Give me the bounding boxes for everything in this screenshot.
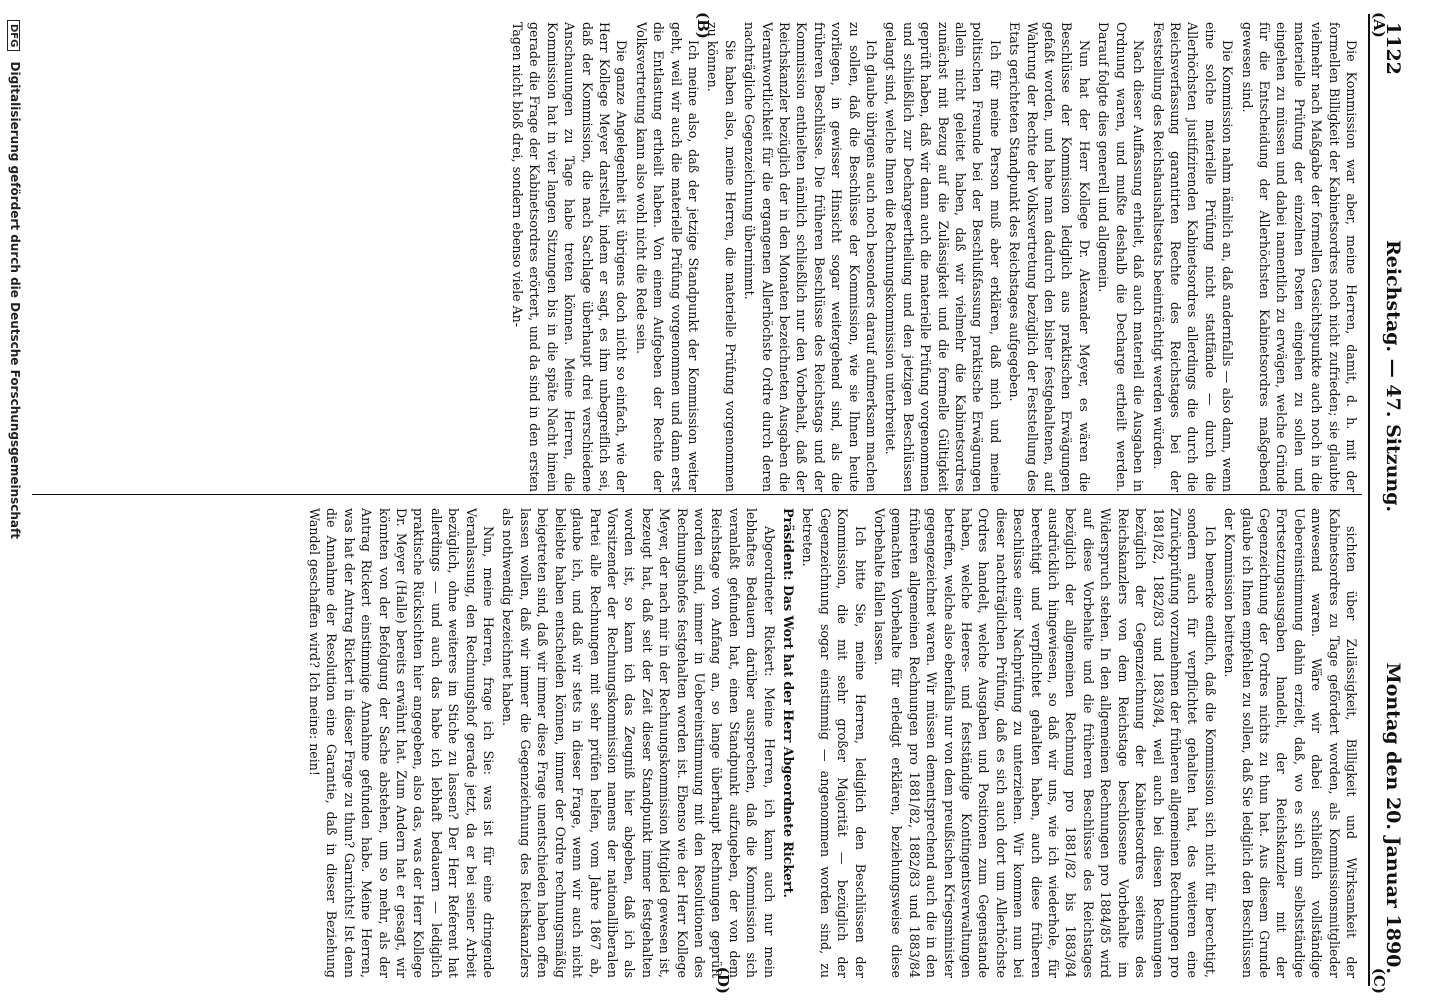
dfg-logo: DFG [7,20,20,51]
digitization-credit [0,20,22,980]
paragraph: Nun hat der Herr Kollege Dr. Alexander Meyer, es wären die Beschlüsse der Kommission lediglich aus praktischen Erwägungen gefaßt worden, und habe man dadurch den bisher festgehaltenen, auf Wahrung der Rechte der Volksvertretung bezüglich der Feststellung des Etats gerichteten Standpunkt des Reichstages aufgegeben. [1007,22,1092,492]
paragraph: Abgeordneter Rickert: Meine Herren, ich kann auch nur mein lebhaftes Bedauern darüber aussprechen, daß die Kommission sich veranlaßt gefunden hat, einen Standpunkt aufzugeben, der von dem Reichstage von Anfang an, so lange überhaupt Rechnungen geprüft worden sind, immer in Uebereinstimmung mit den Resolutionen des Rechnungshofes festgehalten worden ist. Ebenso wie der Herr Kollege Meyer, der nach mir in der Rechnungskommission Mitglied gewesen ist, bezeugt hat, daß seit der Zeit dieser Standpunkt immer festgehalten worden ist, so kann ich das Zeugniß hier abgeben, daß ich als Vorsitzender der Rechnungskommission namens der nationalliberalen Partei alle Rechnungen mit sehr prüfen helfen, vom Jahre 1867 ab, glaube ich, und daß wir stets in dieser Frage, wenn wir auch nicht beliebte haben entscheiden können, immer der Ordre rechnungsmäßig beigetreten sind, daß wir immer diese Frage unentschieden haben offen lassen wollen, daß wir immer die Gegenzeichnung des Reichskanzlers als nothwendig bezeichnet haben. [500,508,777,978]
paragraph: Die ganze Angelegenheit ist übrigens doch nicht so einfach, wie der Herr Kollege Meyer darstellt, indem er sagt, es ihm unbegreiflich sei, daß der Kommission, die nach Sachlage überhaupt drei verschiedene Anschauungen zu Tage habe treten können. Meine Herren, die Kommission hat in vier langen Sitzungen bis in die späte Nacht hinein gerade die Frage der Kabinetsordres erörtert, und da sind in den ersten Tagen nicht bloß drei, sondern ebenso viele An- [509,22,630,492]
paragraph: Sie haben also, meine Herren, die materielle Prüfung vorgenommen zu können. [705,22,738,492]
marker-b: (B) [694,12,712,39]
paragraph: Die Kommission nahm nämlich an, daß andernfalls — also dann, wenn eine solche materielle Prüfung nicht stattfände — durch die Allerhöchsten justifizirenden Kabinetsordres allerdings die durch die Reichsverfassung garantirten Rechte des Reichstages bei der Feststellung des Reichshaushaltsetats beeinträchtigt werden würden. [1150,22,1236,492]
right-column [40,508,1360,978]
header-rule [1368,14,1370,986]
marker-d: (D) [714,966,732,994]
page-number: 1122 [1382,22,1404,75]
marker-a: (A) [1370,12,1388,38]
paragraph: Ich bemerke endlich, daß die Kommission sich nicht für berechtigt, sondern auch für verpflichtet gehalten hat, des weiteren eine Zurückprüfung vorzunehmen der früheren allgemeinen Rechnungen pro 1881/82, 1882/83 und 1883/84, weil auch bei diesen Rechnungen bezüglich der Gegenzeichnung der Kabinetsordres seitens des Reichskanzlers von dem Reichstage beschlossene Vorbehalte im Widerspruch stehen. In den allgemeinen Rechnungen pro 1884/85 wird auf diese Vorbehalte und die früheren Beschlüsse des Reichstages bezüglich der allgemeinen Rechnung pro 1881/82 bis 1883/84 ausdrücklich hingewiesen, so daß wir uns, wie ich wiederhole, für berechtigt und verpflichtet gehalten haben, auch diese früheren Beschlüsse einer Nachprüfung zu unterziehen. Wir kommen nun bei dieser nachträglichen Prüfung, daß es sich auch dort um Allerhöchste Ordres handelt, welche Ausgaben und Positionen zum Gegenstande haben, welche Heeres- und festständige Kontingentsverwaltungen betreffen, welche also ebenfalls nur von dem preußischen Kriegsminister gegengezeichnet waren. Wir müssen dementsprechend auch die in den früheren allgemeinen Rechnungen pro 1881/82, 1882/83 und 1883/84 gemachten Vorbehalte für erledigt erklären, beziehungsweise diese Vorbehalte fallen lassen. [872,508,1218,978]
paragraph: Ich für meine Person muß aber erklären, daß mich und meine politischen Freunde bei der Beschlußfassung praktische Erwägungen allein nicht geleitet haben, daß wir vielmehr die Kabinetsordres zunächst mit Bezug auf die Zulässigkeit und die formelle Gültigkeit geprüft haben, daß wir dann auch die materielle Prüfung vorgenommen und schließlich zur Dechargeertheilung und den jetzigen Beschlüssen gelangt sind, welche Ihnen die Rechnungskommission unterbreitet. [883,22,1003,492]
paragraph: Ich meine also, daß der jetzige Standpunkt der Kommission weiter geht, weil wir auch die materielle Prüfung vorgenommen und dann erst die Entlastung ertheilt haben. Von einem Aufgeben der Rechte der Volksvertretung kann also wohl nicht die Rede sein. [633,22,701,492]
session-date: Montag den 20. Januar 1890. [1382,662,1404,974]
paragraph: Die Kommission war aber, meine Herren, damit, d. h. mit der formellen Billigkeit der Kabinetsordres noch nicht zufrieden; sie glaubte vielmehr nach Maßgabe der formellen Gesichtspunkte auch noch in die materielle Prüfung der einzelnen Posten eingehen zu sollen und eingehen zu müssen und dabei namentlich zu erwägen, welche Gründe für die Entscheidung der Allerhöchsten Kabinetsordres maßgebend gewesen sind. [1239,22,1359,492]
left-column [40,22,1360,492]
credit-text: Digitalisierung gefördert durch die Deutsche Forschungsgemeinschaft [8,61,22,539]
paragraph: Nun, meine Herren, frage ich Sie: was ist für eine dringende Veranlassung, den Rechnungshof gerade jetzt, da er bei seiner Arbeit bezüglich, ohne weiteres im Stiche zu lassen? Der Herr Referent hat allerdings — und auch das habe ich lebhaft bedauern — lediglich praktische Rücksichten hier angegeben, also das, was der Herr Kollege Dr. Meyer (Halle) bereits erwähnt hat. Zum Andern hat er gesagt, wir könnten von der Befolgung der Sache abstehen, um so mehr, als der Antrag Rickert einstimmige Annahme gefunden habe. Meine Herren, was hat der Antrag Rickert in dieser Frage zu thun? Garnichts! Ist denn die Annahme der Resolution eine Garantie, daß in dieser Beziehung Wandel geschaffen wird? Ich meine: nein! [307,508,497,978]
paragraph: Nach dieser Auffassung erhielt, daß auch materiell die Ausgaben in Ordnung waren, und mußte deshalb die Decharge ertheilt werden. Darauf folgte dies generell und allgemein. [1096,22,1147,492]
marker-c: (C) [1370,967,1388,994]
paragraph: Ich glaube übrigens auch noch besonders darauf aufmerksam machen zu sollen, daß die Beschlüsse der Kommission, wie sie Ihnen heute vorliegen, in gewisser Hinsicht sogar weitergehend sind, als die früheren Beschlüsse. Die früheren Beschlüsse des Reichstags und der Kommission enthielten nämlich schließlich nur den Vorbehalt, daß der Reichskanzler bezüglich der in den Monaten bezeichneten Ausgaben die Verantwortlichkeit für die ergangenen Allerhöchste Ordre durch deren nachträgliche Gegenzeichnung übernimmt. [742,22,880,492]
paragraph: sichten über Zulässigkeit, Billigkeit und Wirksamkeit der Kabinetsordres zu Tage gefördert worden, als Kommissionsmitglieder anwesend waren. Wäre wir dabei schließlich vollständige Uebereinstimmung dahin erzielt, daß, wo es sich um selbstständige Fortsetzungsausgaben handelt, der Reichskanzler mit der Gegenzeichnung der Ordres nichts zu thun hat. Aus diesem Grunde glaube ich Ihnen empfehlen zu sollen, daß Sie lediglich den Beschlüssen der Kommission beitreten. [1222,508,1359,978]
speaker-heading: Präsident: Das Wort hat der Herr Abgeordnete Rickert. [781,508,796,898]
column-divider [32,494,1362,495]
page-title: Reichstag. — 47. Sitzung. [1382,240,1404,513]
paragraph: Ich bitte Sie, meine Herren, lediglich den Beschlüssen der Kommission, die mit sehr großer Majorität — bezüglich der Gegenzeichnung sogar einstimmig — angenommen worden sind, zu betreten. [800,508,868,978]
page-header [1376,0,1404,1000]
